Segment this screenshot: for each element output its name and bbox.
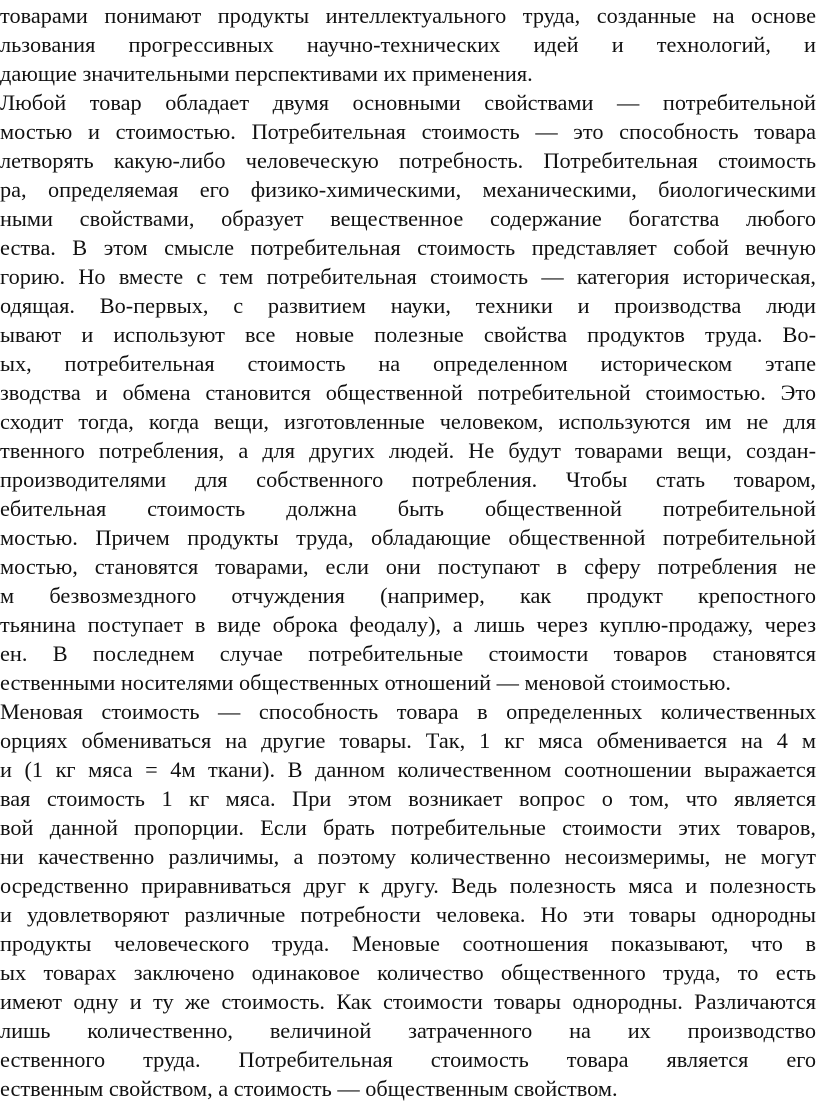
text-line: ественными носителями общественных отношений — меновой стоимостью. [0,670,731,695]
text-line: льзования прогрессивных научно-технических идей и технологий, и [0,32,816,57]
text-line: орциях обмениваться на другие товары. Так, 1 кг мяса обменивается на 4 м [0,728,816,753]
text-line: ых, потребительная стоимость на определенном историческом этапе [0,351,816,376]
text-line: мостью. Причем продукты труда, обладающие общественной потребительной [0,525,816,550]
text-line: вой данной пропорции. Если брать потребительные стоимости этих товаров, [0,815,816,840]
text-line: ественным свойством, а стоимость — общественным свойством. [0,1076,618,1101]
text-line: осредственно приравниваться друг к другу. Ведь полезность мяса и полезность [0,873,816,898]
text-line: зводства и обмена становится общественной потребительной стоимостью. Это [0,380,816,405]
text-line: ественного труда. Потребительная стоимость товара является его [0,1047,816,1072]
text-line: ни качественно различимы, а поэтому количественно несоизмеримы, не могут [0,844,816,869]
text-line: лишь количественно, величиной затраченного на их производство [0,1018,816,1043]
text-line: и удовлетворяют различные потребности человека. Но эти товары однородны [0,902,816,927]
text-line: ества. В этом смысле потребительная стоимость представляет собой вечную [0,235,816,260]
text-line: продукты человеческого труда. Меновые соотношения показывают, что в [0,931,816,956]
text-line: м безвозмездного отчуждения (например, как продукт крепостного [0,583,816,608]
text-line: ывают и используют все новые полезные свойства продуктов труда. Во- [0,322,816,347]
text-line: мостью, становятся товарами, если они поступают в сферу потребления не [0,554,816,579]
text-line: твенного потребления, а для других людей. Не будут товарами вещи, создан- [0,438,816,463]
text-line: и (1 кг мяса = 4м ткани). В данном количественном соотношении выражается [0,757,816,782]
text-line: ен. В последнем случае потребительные стоимости товаров становятся [0,641,816,666]
text-line: одящая. Во-первых, с развитием науки, техники и производства люди [0,293,816,318]
text-line: тьянина поступает в виде оброка феодалу), а лишь через куплю-продажу, через [0,612,816,637]
text-line: ра, определяемая его физико-химическими, механическими, биологическими [0,177,816,202]
text-line: горию. Но вместе с тем потребительная стоимость — категория историческая, [0,264,816,289]
text-line: товарами понимают продукты интеллектуального труда, созданные на основе [0,3,816,28]
text-line: Любой товар обладает двумя основными свойствами — потребительной [0,90,816,115]
text-line: ых товарах заключено одинаковое количество общественного труда, то есть [0,960,816,985]
text-line: имеют одну и ту же стоимость. Как стоимости товары однородны. Различаются [0,989,816,1014]
text-line: сходит тогда, когда вещи, изготовленные человеком, используются им не для [0,409,816,434]
text-line: дающие значительными перспективами их применения. [0,61,533,86]
text-line: Меновая стоимость — способность товара в определенных количественных [0,699,816,724]
text-line: производителями для собственного потребления. Чтобы стать товаром, [0,467,816,492]
text-line: летворять какую-либо человеческую потребность. Потребительная стоимость [0,148,816,173]
text-line: ебительная стоимость должна быть общественной потребительной [0,496,816,521]
text-line: вая стоимость 1 кг мяса. При этом возникает вопрос о том, что является [0,786,816,811]
text-line: мостью и стоимостью. Потребительная стоимость — это способность товара [0,119,816,144]
text-line: ными свойствами, образует вещественное содержание богатства любого [0,206,816,231]
